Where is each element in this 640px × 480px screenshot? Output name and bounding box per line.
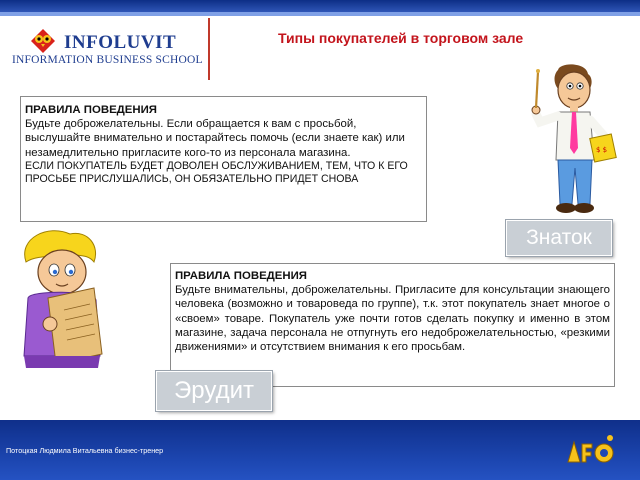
rules-heading: ПРАВИЛА ПОВЕДЕНИЯ — [25, 104, 157, 116]
page-title: Типы покупателей в торговом зале — [278, 30, 524, 46]
erudit-button[interactable]: Эрудит — [156, 371, 272, 411]
znatok-button[interactable]: Знаток — [506, 220, 612, 256]
svg-text:$ $: $ $ — [596, 146, 608, 154]
logo-name: INFOLUVIT — [64, 32, 177, 53]
rules-heading: ПРАВИЛА ПОВЕДЕНИЯ — [175, 270, 307, 282]
rules-text: Будьте внимательны, доброжелательны. Пригласите для консультации знающего человека (возможно и товароведа по группе), т.к. этот покупатель знает многое о «своем» товаре. Покупатель уже почти готов сделать покупку и именно в этом магазине, задача персонала не отпугнуть его недоброжелательностью, «резкими движениями» и отсутствием внимания к его просьбам. — [175, 284, 610, 354]
footer-author: Потоцкая Людмила Витальевна бизнес-тренер — [6, 446, 164, 455]
logo — [10, 26, 210, 82]
student-character-icon — [8, 228, 116, 374]
infoluvit-emblem-icon — [562, 432, 622, 472]
top-band — [0, 0, 640, 16]
owl-logo-icon — [28, 26, 58, 56]
rules-box-1 — [20, 96, 427, 222]
logo-subtitle: INFORMATION BUSINESS SCHOOL — [12, 54, 203, 66]
rules-emphasis-text: ЕСЛИ ПОКУПАТЕЛЬ БУДЕТ ДОВОЛЕН ОБСЛУЖИВАНИЕМ, ТЕМ, ЧТО К ЕГО ПРОСЬБЕ ПРИСЛУШАЛИСЬ, ОН ОБЯЗАТЕЛЬНО ПРИДЕТ СНОВА — [25, 159, 408, 186]
teacher-character-icon — [528, 64, 618, 216]
header-divider — [208, 18, 210, 80]
rules-text: Будьте доброжелательны. Если обращается к вам с просьбой, выслушайте внимательно и постарайтесь помочь (если знаете как) или незамедлительно пригласите кого-то из персонала магазина. — [25, 118, 405, 159]
rules-box-2 — [170, 263, 615, 387]
